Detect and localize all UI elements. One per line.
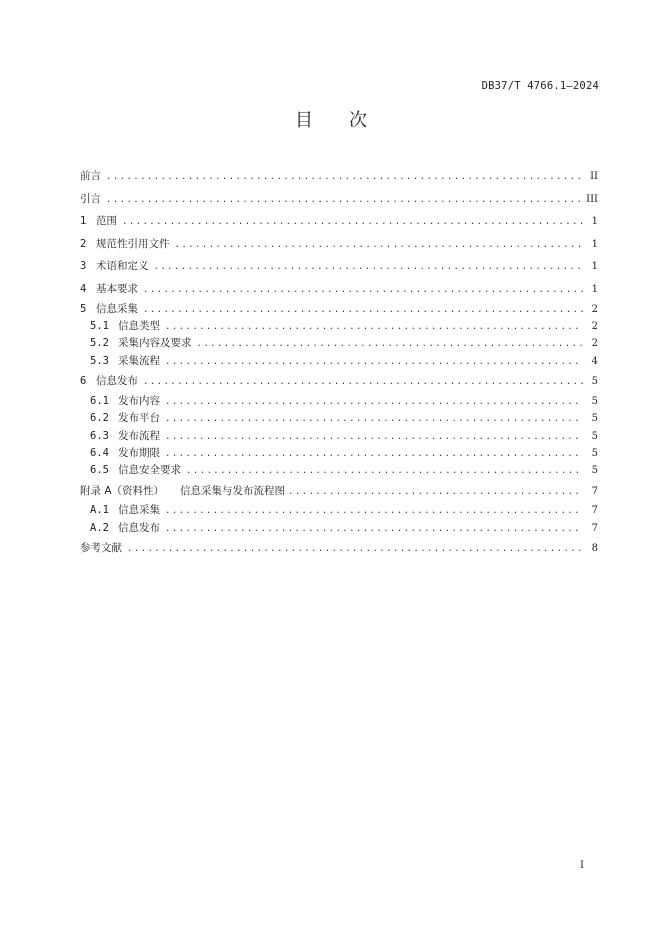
toc-entry-number: 1: [80, 215, 87, 228]
toc-entry[interactable]: [80, 445, 598, 462]
toc-entry-number: 5.3: [90, 354, 109, 367]
table-of-contents: [80, 165, 598, 560]
toc-entry-label: 信息采集: [96, 302, 138, 315]
toc-entry-number: 5: [80, 302, 87, 315]
toc-entry[interactable]: [80, 318, 598, 335]
toc-leader-dots: [143, 371, 583, 394]
toc-entry-label: 采集流程: [118, 354, 160, 367]
toc-entry[interactable]: [80, 233, 598, 256]
toc-entry-label: 信息安全要求: [118, 464, 181, 477]
toc-entry[interactable]: [80, 255, 598, 278]
page-title: [0, 106, 662, 132]
toc-entry-label: 采集内容及要求: [118, 337, 192, 350]
toc-leader-dots: [165, 503, 583, 520]
toc-entry-page: 2: [591, 303, 598, 315]
toc-entry-number: 6.2: [90, 412, 109, 425]
toc-entry-number: 3: [80, 260, 87, 273]
toc-entry[interactable]: [80, 520, 598, 537]
toc-leader-dots: [186, 463, 583, 480]
toc-leader-dots: [127, 538, 583, 561]
toc-entry-number: A.2: [90, 521, 109, 534]
toc-entry[interactable]: [80, 301, 598, 318]
toc-entry-label: 引言: [80, 192, 101, 205]
toc-leader-dots: [165, 446, 583, 463]
toc-entry-page: 5: [591, 465, 598, 477]
toc-entry[interactable]: [80, 370, 598, 393]
toc-entry-label: 信息类型: [118, 319, 160, 332]
toc-entry[interactable]: [80, 410, 598, 427]
toc-entry-number: 2: [80, 237, 87, 250]
toc-entry-number: 4: [80, 282, 87, 295]
title-char-1: 目: [295, 110, 313, 131]
toc-entry-number: A.1: [90, 504, 109, 517]
toc-entry[interactable]: [80, 165, 598, 188]
toc-entry[interactable]: [80, 480, 598, 503]
toc-entry-label: 发布平台: [118, 412, 160, 425]
toc-leader-dots: [106, 166, 583, 189]
toc-entry[interactable]: [80, 393, 598, 410]
toc-entry[interactable]: [80, 537, 598, 560]
toc-entry-number: 6.4: [90, 446, 109, 459]
toc-entry-number: 5.1: [90, 319, 109, 332]
toc-entry[interactable]: [80, 335, 598, 352]
toc-leader-dots: [197, 336, 584, 353]
toc-entry-label: 信息发布: [96, 375, 138, 388]
toc-entry-label: 基本要求: [96, 282, 138, 295]
toc-entry-page: III: [586, 193, 598, 205]
toc-leader-dots: [165, 354, 583, 371]
toc-entry-label: 参考文献: [80, 542, 122, 555]
toc-entry-label: 术语和定义: [96, 260, 149, 273]
toc-leader-dots: [143, 302, 583, 319]
title-char-2: 次: [349, 110, 367, 131]
toc-entry-label: 发布内容: [118, 394, 160, 407]
toc-entry-label: 发布流程: [118, 429, 160, 442]
toc-entry-page: 5: [591, 376, 598, 388]
toc-entry-number: 6.5: [90, 464, 109, 477]
toc-entry-number: 5.2: [90, 337, 109, 350]
toc-entry-page: 1: [591, 238, 598, 250]
toc-entry-page: 5: [591, 395, 598, 407]
toc-entry-page: 7: [591, 505, 598, 517]
toc-entry-page: 5: [591, 413, 598, 425]
toc-entry-label: 附录 A（资料性）: [80, 484, 165, 497]
toc-leader-dots: [154, 256, 584, 279]
toc-entry[interactable]: [80, 428, 598, 445]
toc-entry-page: 1: [591, 216, 598, 228]
toc-leader-dots: [165, 319, 583, 336]
page-number: I: [580, 860, 584, 871]
toc-entry-label: 范围: [96, 215, 117, 228]
toc-entry-page: 8: [591, 543, 598, 555]
toc-entry-label: 发布期限: [118, 446, 160, 459]
toc-entry-page: 1: [591, 283, 598, 295]
toc-entry-page: 7: [591, 485, 598, 497]
toc-entry-page: 5: [591, 430, 598, 442]
toc-entry-label: 信息采集: [118, 504, 160, 517]
toc-entry-number: 6.1: [90, 394, 109, 407]
toc-entry-page: 4: [591, 355, 598, 367]
toc-leader-dots: [165, 521, 583, 538]
toc-leader-dots: [288, 481, 583, 504]
toc-leader-dots: [106, 189, 583, 212]
toc-entry-label: 前言: [80, 170, 101, 182]
toc-leader-dots: [165, 394, 583, 411]
toc-entry-label: 信息发布: [118, 521, 160, 534]
toc-entry-page: II: [590, 171, 598, 182]
toc-entry-page: 1: [591, 261, 598, 273]
toc-leader-dots: [165, 411, 583, 428]
toc-entry[interactable]: [80, 462, 598, 479]
toc-leader-dots: [175, 234, 584, 257]
toc-entry[interactable]: [80, 353, 598, 370]
toc-entry-page: 2: [591, 338, 598, 350]
standard-code: DB37/T 4766.1—2024: [481, 80, 599, 92]
toc-entry-page: 7: [591, 522, 598, 534]
toc-entry-annex-title: 信息采集与发布流程图: [180, 484, 286, 497]
toc-entry[interactable]: [80, 210, 598, 233]
toc-leader-dots: [122, 211, 583, 234]
toc-leader-dots: [165, 429, 583, 446]
toc-entry-label: 规范性引用文件: [96, 237, 170, 250]
toc-entry[interactable]: [80, 502, 598, 519]
toc-entry[interactable]: [80, 188, 598, 211]
toc-entry-number: 6.3: [90, 429, 109, 442]
toc-entry-number: 6: [80, 375, 87, 388]
toc-entry-page: 5: [591, 447, 598, 459]
toc-entry-page: 2: [591, 320, 598, 332]
toc-entry[interactable]: [80, 278, 598, 301]
toc-leader-dots: [143, 279, 583, 302]
